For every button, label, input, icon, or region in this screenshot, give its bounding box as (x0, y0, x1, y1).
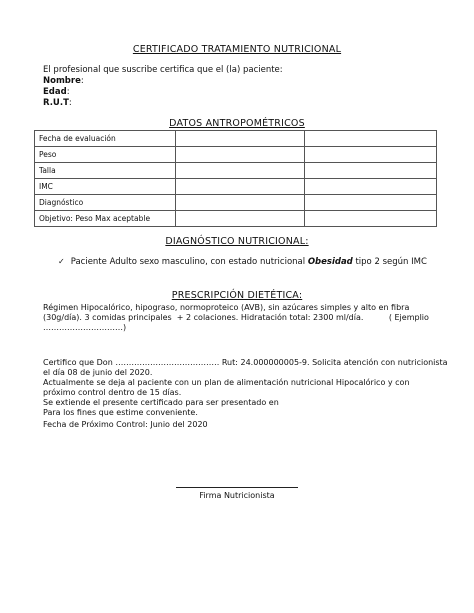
document-title: CERTIFICADO TRATAMIENTO NUTRICIONAL (132, 44, 342, 55)
diagnosis-emphasis: Obesidad (307, 257, 353, 267)
field-nombre-label: Nombre (43, 76, 81, 86)
prescription-line-2: (30g/día). 3 comidas principales + 2 colaciones. Hidratación total: 2300 ml/día. ( Ejemplio (43, 313, 429, 322)
table-cell (176, 147, 305, 163)
diagnosis-text-before: Paciente Adulto sexo masculino, con estado nutricional (70, 257, 308, 267)
table-row (35, 195, 437, 211)
check-icon: ✓ (58, 257, 65, 266)
table-cell (305, 163, 437, 179)
table-row (35, 211, 437, 227)
table-row (35, 179, 437, 195)
field-rut (43, 98, 72, 109)
table-cell: IMC (35, 179, 176, 195)
field-nombre (43, 76, 84, 87)
signature-line (176, 487, 298, 488)
diagnosis-text-after: tipo 2 según IMC (352, 257, 427, 267)
certification-line-6: Para los fines que estime conveniente. (43, 408, 198, 417)
certification-line-5: Se extiende el presente certificado para ser presentado en (43, 398, 279, 407)
prescription-line-1: Régimen Hipocalórico, hipograso, normoproteico (AVB), sin azúcares simples y alto en fibra (43, 303, 410, 312)
table-cell: Diagnóstico (35, 195, 176, 211)
table-cell (305, 179, 437, 195)
next-control-date: Fecha de Próximo Control: Junio del 2020 (43, 420, 208, 429)
diagnosis-heading: DIAGNÓSTICO NUTRICIONAL: (165, 236, 309, 247)
prescription-heading: PRESCRIPCIÓN DIETÉTICA: (171, 290, 303, 301)
table-cell (176, 211, 305, 227)
table-cell: Talla (35, 163, 176, 179)
table-cell (176, 163, 305, 179)
table-cell: Objetivo: Peso Max aceptable (35, 211, 176, 227)
table-cell (176, 195, 305, 211)
table-cell (176, 131, 305, 147)
field-rut-value: : (68, 98, 72, 108)
field-edad-value: : (66, 87, 70, 97)
table-cell: Peso (35, 147, 176, 163)
certification-line-1: Certifico que Don ………………………………… Rut: 24.000000005-9. Solicita atención con nutricionista (43, 358, 448, 367)
certification-line-2: el día 08 de junio del 2020. (43, 368, 153, 377)
table-row (35, 131, 437, 147)
field-edad (43, 87, 70, 98)
diagnosis-item (58, 256, 427, 268)
table-cell (305, 211, 437, 227)
table-row (35, 163, 437, 179)
field-nombre-value: : (80, 76, 84, 86)
intro-text: El profesional que suscribe certifica que el (la) paciente: (43, 65, 283, 75)
table-cell (176, 179, 305, 195)
table-row (35, 147, 437, 163)
table-cell (305, 195, 437, 211)
field-rut-label: R.U.T (43, 98, 69, 108)
signature-label: Firma Nutricionista (199, 491, 275, 500)
certification-line-4: próximo control dentro de 15 días. (43, 388, 182, 397)
certification-line-3: Actualmente se deja al paciente con un plan de alimentación nutricional Hipocalórico y con (43, 378, 410, 387)
table-cell (305, 131, 437, 147)
table-cell: Fecha de evaluación (35, 131, 176, 147)
table-cell (305, 147, 437, 163)
field-edad-label: Edad (43, 87, 67, 97)
prescription-line-3: …………………………) (43, 323, 127, 332)
anthropometric-heading: DATOS ANTROPOMÉTRICOS (169, 118, 305, 129)
anthropometric-table (34, 130, 437, 227)
